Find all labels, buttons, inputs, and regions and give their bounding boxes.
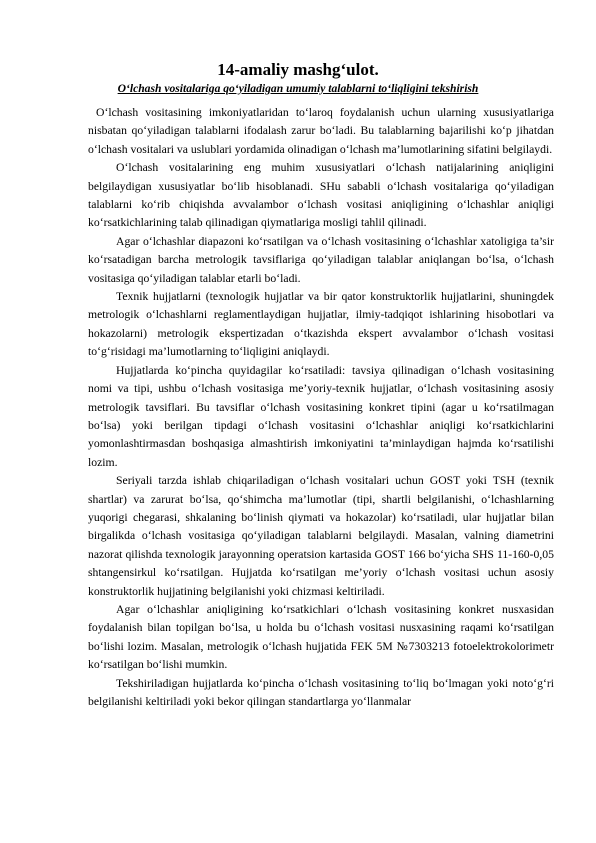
document-body <box>88 104 554 711</box>
paragraph: Agar o‘lchashlar diapazoni ko‘rsatilgan va o‘lchash vositasining o‘lchashlar xatoligiga ta’sir ko‘rsatadigan barcha metrologik tavsiflariga qo‘yiladigan talablar aniqlangan bo‘lsa, o‘lchash vositasiga qo‘yiladigan talablar etarli bo‘ladi. <box>88 234 554 285</box>
paragraph: Hujjatlarda ko‘pincha quyidagilar ko‘rsatiladi: tavsiya qilinadigan o‘lchash vositasining nomi va tipi, ushbu o‘lchash vositasiga me’yoriy-texnik hujjatlar, o‘lchash vositasining asosiy metrologik tavsiflari. Bu tavsiflar o‘lchash vositasining konkret tipini (agar u ko‘rsatilmagan bo‘lsa) yoki berilgan tipdagi o‘lchash vositasini o‘lchashlar aniqligi ko‘rsatkichlarini yomonlashtirmasdan boshqasiga almashtirish imkoniyatini ta’minlaydigan hajmda ko‘rsatilishi lozim. <box>88 363 554 469</box>
page-subtitle: O‘lchash vositalariga qo‘yiladigan umumiy talablarni to‘liqligini tekshirish <box>117 82 479 95</box>
paragraph: O‘lchash vositalarining eng muhim xususiyatlari o‘lchash natijalarining aniqligini belgilaydigan xususiyatlar bo‘lib hisoblanadi. SHu sababli o‘lchash vositalariga qo‘yiladigan talablarni ko‘rib chiqishda avvalambor o‘lchash vositasi aniqligining o‘lchashlar aniqligi ko‘rsatkichlarining talab qilinadigan qiymatlariga mosligi tahlil qilinadi. <box>88 161 554 230</box>
paragraph: Texnik hujjatlarni (texnologik hujjatlar va bir qator konstruktorlik hujjatlarini, shuningdek metrologik o‘lchashlarni reglamentlaydigan hujjatlar, ilmiy-tadqiqot ishlarining hisobotlari va hokazolarni) metrologik ekspertizadan o‘tkazishda ekspert avvalambor o‘lchash vositasi to‘g‘risidagi ma’lumotlarning to‘liqligini aniqlaydi. <box>88 290 554 359</box>
paragraph: Agar o‘lchashlar aniqligining ko‘rsatkichlari o‘lchash vositasining konkret nusxasidan foydalanish bilan topilgan bo‘lsa, u holda bu o‘lchash vositasi nusxasining raqami ko‘rsatilgan bo‘lishi lozim. Masalan, metrologik o‘lchash hujjatida FEK 5M №7303213 fotoelektrokolorimetr ko‘rsatilgan bo‘lishi mumkin. <box>88 602 554 672</box>
paragraph: O‘lchash vositasining imkoniyatlaridan to‘laroq foydalanish uchun ularning xususiyatlariga nisbatan qo‘yiladigan talablarni ifodalash zarur bo‘ladi. Bu talablarning bajarilishi ko‘p jihatdan o‘lchash vositalari va uslublari yordamida olinadigan o‘lchash ma’lumotlarining sifatini belgilaydi. <box>88 106 554 156</box>
paragraph: Seriyali tarzda ishlab chiqariladigan o‘lchash vositalari uchun GOST yoki TSH (texnik shartlar) va zarurat bo‘lsa, qo‘shimcha ma’lumotlar (tipi, shartli belgilanishi, o‘lchashlarning yuqorigi chegarasi, shkalaning bo‘linish qiymati va hokazolar) ko‘rsatiladi, ular hujjatlar bilan birgalikda o‘lchash vositasiga qo‘yiladigan talablarni belgilaydi. Masalan, valning diametrini nazorat qilishda texnologik jarayonning operatsion kartasida GOST 166 bo‘yicha SHS 11-160-0,05 shtangensirkul ko‘rsatilgan. Hujjatda ko‘rsatilgan me’yoriy o‘lchash vositasi uchun asosiy konstruktorlik hujjatining belgilanishi yoki chizmasi keltiriladi. <box>88 474 554 598</box>
page-title: 14-amaliy mashg‘ulot. <box>217 60 379 79</box>
paragraph: Tekshiriladigan hujjatlarda ko‘pincha o‘lchash vositasining to‘liq bo‘lmagan yoki noto‘g‘ri belgilanishi keltiriladi yoki bekor qilingan standartlarga yo‘llanmalar <box>88 676 554 708</box>
